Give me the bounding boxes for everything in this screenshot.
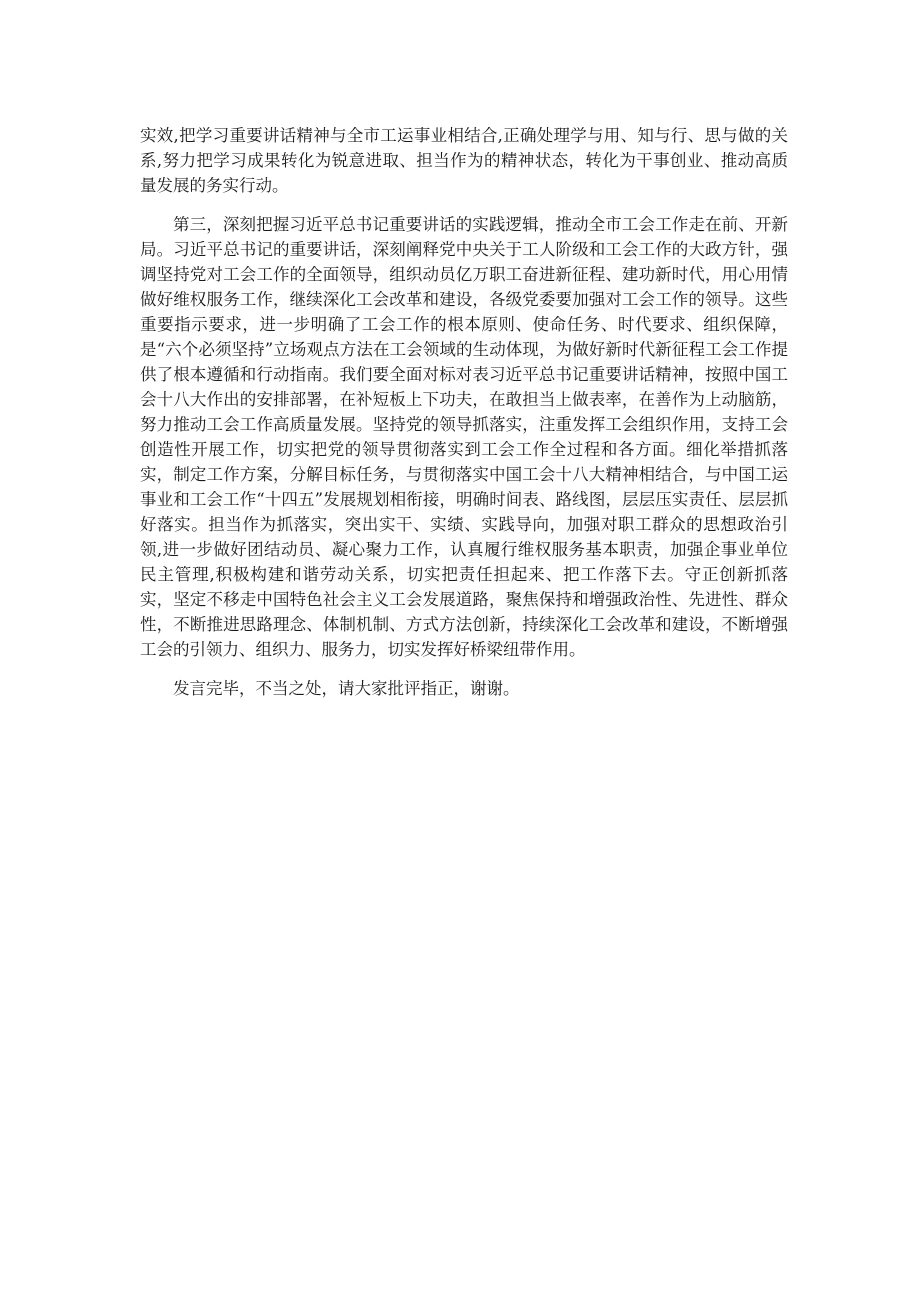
document-body xyxy=(140,123,788,715)
paragraph-2: 第三，深刻把握习近平总书记重要讲话的实践逻辑，推动全市工会工作走在前、开新局。习近平总书记的重要讲话，深刻阐释党中央关于工人阶级和工会工作的大政方针，强调坚持党对工会工作的全面领导，组织动员亿万职工奋进新征程、建功新时代，用心用情做好维权服务工作，继续深化工会改革和建设，各级党委要加强对工会工作的领导。这些重要指示要求，进一步明确了工会工作的根本原则、使命任务、时代要求、组织保障，是“六个必须坚持”立场观点方法在工会领域的生动体现，为做好新时代新征程工会工作提供了根本遵循和行动指南。我们要全面对标对表习近平总书记重要讲话精神，按照中国工会十八大作出的安排部署，在补短板上下功夫，在敢担当上做表率，在善作为上动脑筋，努力推动工会工作高质量发展。坚持党的领导抓落实，注重发挥工会组织作用，支持工会创造性开展工作，切实把党的领导贯彻落实到工会工作全过程和各方面。细化举措抓落实，制定工作方案，分解目标任务，与贯彻落实中国工会十八大精神相结合，与中国工运事业和工会工作“十四五”发展规划相衔接，明确时间表、路线图，层层压实责任、层层抓好落实。担当作为抓落实，突出实干、实绩、实践导向，加强对职工群众的思想政治引领,进一步做好团结动员、凝心聚力工作，认真履行维权服务基本职责，加强企事业单位民主管理,积极构建和谐劳动关系，切实把责任担起来、把工作落下去。守正创新抓落实，坚定不移走中国特色社会主义工会发展道路，聚焦保持和增强政治性、先进性、群众性，不断推进思路理念、体制机制、方式方法创新，持续深化工会改革和建设，不断增强工会的引领力、组织力、服务力，切实发挥好桥梁纽带作用。 xyxy=(140,215,788,659)
paragraph-1: 实效,把学习重要讲话精神与全市工运事业相结合,正确处理学与用、知与行、思与做的关系,努力把学习成果转化为锐意进取、担当作为的精神状态，转化为干事创业、推动高质量发展的务实行动。 xyxy=(140,126,788,195)
paragraph-3: 发言完毕，不当之处，请大家批评指正，谢谢。 xyxy=(173,679,520,698)
